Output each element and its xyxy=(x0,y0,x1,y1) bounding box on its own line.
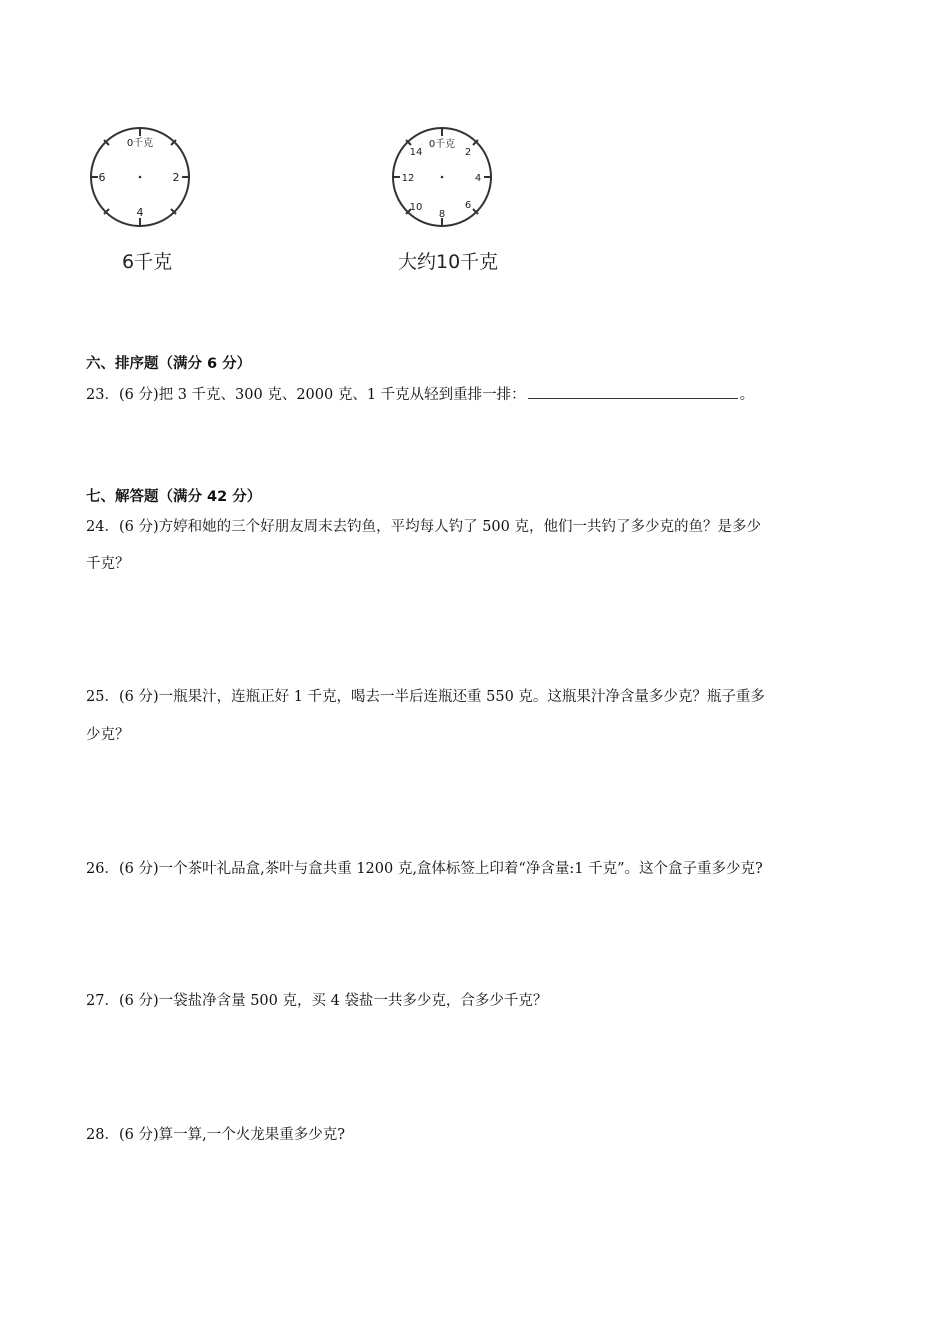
question-25-line-1: 25．(6 分)一瓶果汁，连瓶正好 1 千克，喝去一半后连瓶还重 550 克。这瓶果汁净含量多少克？瓶子重多 xyxy=(86,689,765,705)
scale-dial-2 xyxy=(388,126,496,230)
question-25-line-2: 少克？ xyxy=(86,727,130,743)
scale-1-tick-right: 2 xyxy=(172,171,180,184)
scale-2-tick-8: 8 xyxy=(438,209,446,220)
question-23-end: 。 xyxy=(739,387,755,403)
scale-2-tick-6: 6 xyxy=(464,200,472,211)
question-26: 26．(6 分)一个茶叶礼品盒,茶叶与盒共重 1200 克,盒体标签上印着“净含量:1 千克”。这个盒子重多少克? xyxy=(86,861,763,877)
scale-1-top-label: 0千克 xyxy=(126,138,154,149)
answer-blank[interactable] xyxy=(528,384,738,399)
scale-1-tick-bottom: 4 xyxy=(136,206,144,219)
question-28: 28．(6 分)算一算,一个火龙果重多少克? xyxy=(86,1127,345,1143)
question-27: 27．(6 分)一袋盐净含量 500 克，买 4 袋盐一共多少克，合多少千克？ xyxy=(86,993,548,1009)
question-24-line-1: 24．(6 分)方婷和她的三个好朋友周末去钓鱼，平均每人钓了 500 克，他们一共钓了多少克的鱼？是多少 xyxy=(86,519,761,535)
scale-1-tick-left: 6 xyxy=(98,171,106,184)
section-6-title: 六、排序题（满分 6 分） xyxy=(86,356,252,372)
scale-dial-1 xyxy=(86,126,194,230)
scale-2-tick-10: 10 xyxy=(409,202,423,213)
scale-dial-1-graphic xyxy=(86,126,194,230)
question-24-line-2: 千克？ xyxy=(86,556,130,572)
section-7-title: 七、解答题（满分 42 分） xyxy=(86,489,262,505)
scale-2-tick-2: 2 xyxy=(464,147,472,158)
scale-2-tick-4: 4 xyxy=(474,173,482,184)
scale-dial-2-graphic xyxy=(388,126,496,230)
question-23 xyxy=(86,376,754,414)
scale-2-tick-14: 14 xyxy=(409,147,423,158)
scale-2-tick-12: 12 xyxy=(401,173,415,184)
scale-2-top-label: 0千克 xyxy=(428,139,456,150)
scale-1-caption: 6千克 xyxy=(122,251,173,273)
question-23-text: 23．(6 分)把 3 千克、300 克、2000 克、1 千克从轻到重排一排： xyxy=(86,387,526,403)
scale-2-caption: 大约10千克 xyxy=(398,251,499,273)
